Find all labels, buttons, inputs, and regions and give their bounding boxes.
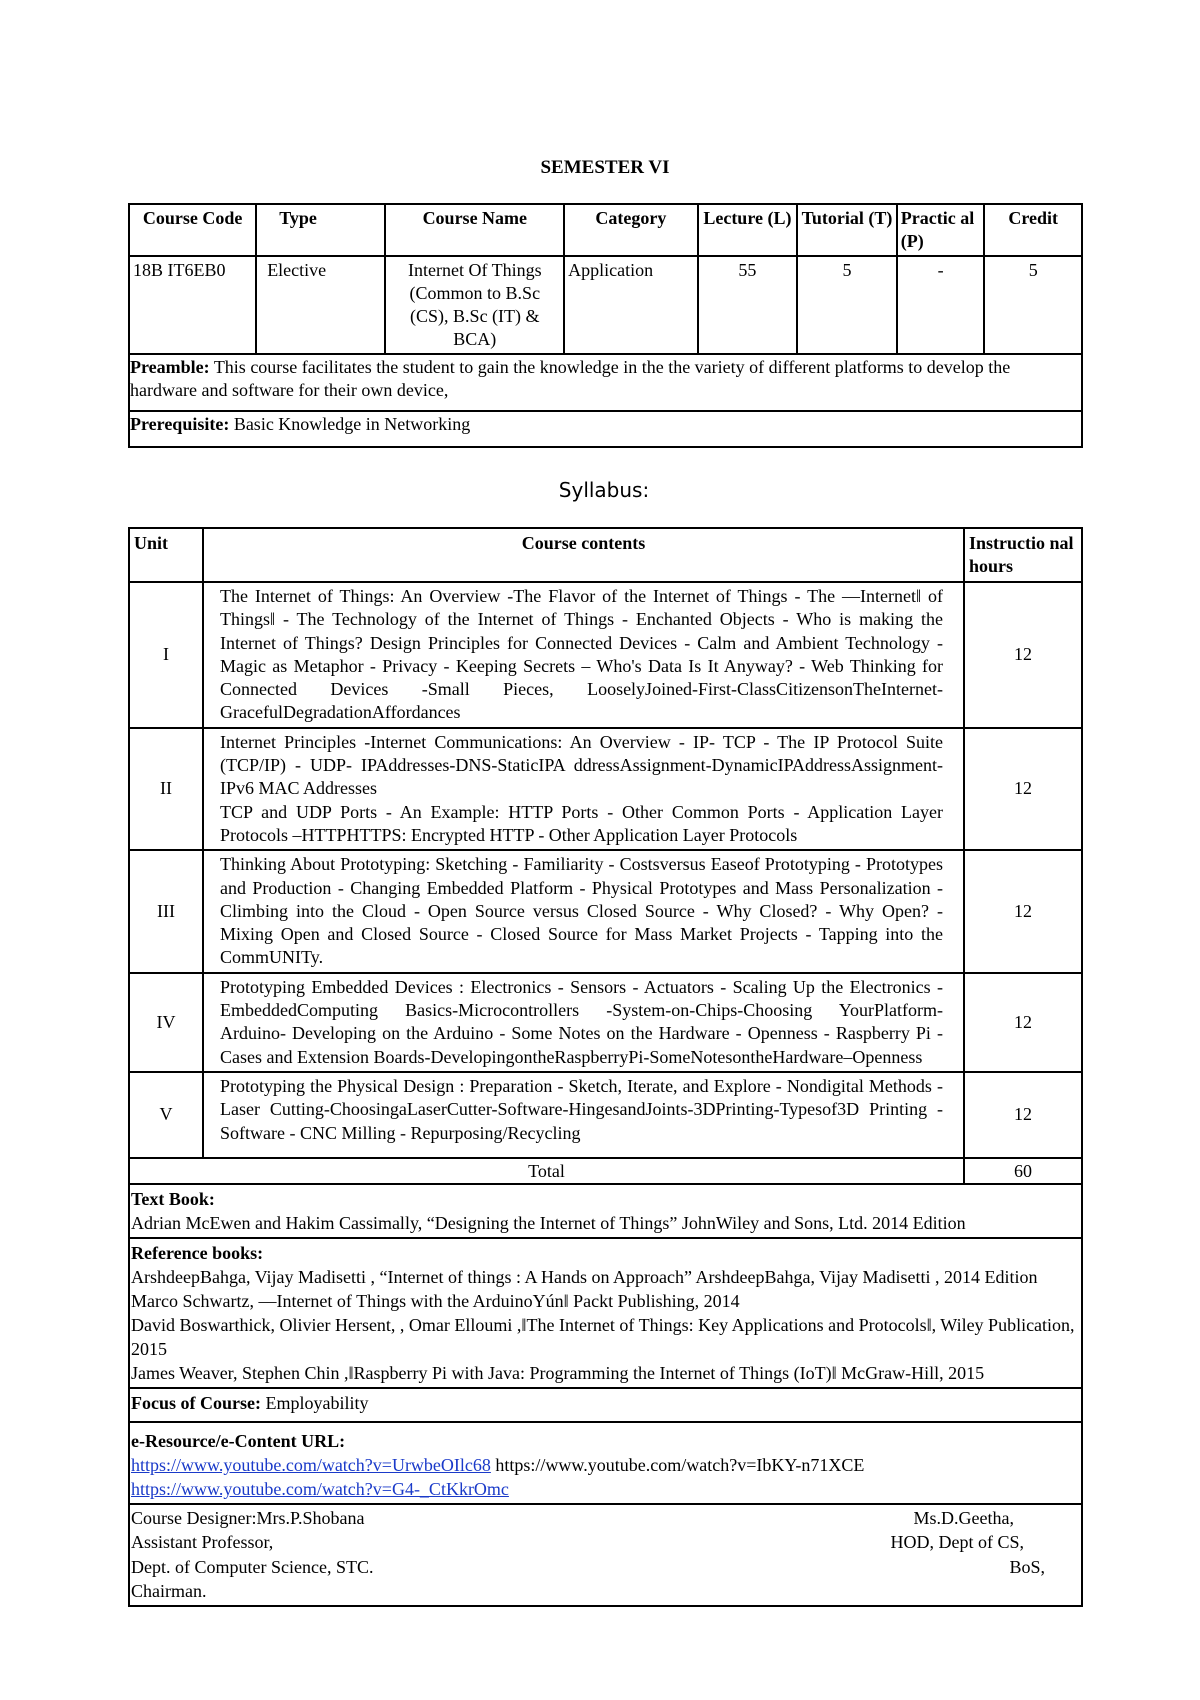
unit-content: Prototyping Embedded Devices : Electronics - Sensors - Actuators - Scaling Up the Electronics - EmbeddedComputing Basics-Microcontrollers -System-on-Chips-Choosing YourPlatform- Arduino- Developing on the Arduino - Some Notes on the Hardware - Openness - Raspberry Pi - Cases and Extension Boards-DevelopingontheRaspberryPi-SomeNotesontheHardware–Openness	[203, 973, 964, 1072]
unit-number: I	[129, 582, 203, 728]
signatures	[129, 1504, 1082, 1606]
unit-number: III	[129, 850, 203, 972]
eresource	[129, 1422, 1082, 1504]
unit-hours: 12	[964, 728, 1082, 850]
syllabus-table	[128, 527, 1083, 1607]
chairman-label: Chairman.	[131, 1581, 207, 1602]
focus-label: Focus of Course:	[131, 1392, 261, 1413]
course-lecture: 55	[698, 256, 798, 354]
syllabus-unit-row	[129, 850, 1082, 972]
course-type: Elective	[256, 256, 385, 354]
focus-row	[129, 1388, 1082, 1422]
col-category: Category	[564, 204, 697, 256]
syllabus-unit-row	[129, 582, 1082, 728]
prerequisite-text: Basic Knowledge in Networking	[229, 414, 471, 434]
prerequisite	[129, 411, 1082, 447]
course-tutorial: 5	[797, 256, 897, 354]
unit-hours: 12	[964, 973, 1082, 1072]
unit-hours: 12	[964, 1072, 1082, 1158]
unit-content: The Internet of Things: An Overview -The Flavor of the Internet of Things - The ―Internet‖ of Things‖ - The Technology of the Internet of Things - Enchanted Objects - Who is making the Internet of Things? Design Principles for Connected Devices - Calm and Ambient Technology - Magic as Metaphor - Privacy - Keeping Secrets – Who's Data Is It Anyway? - Web Thinking for Connected Devices -Small Pieces, LooselyJoined-First-ClassCitizensonTheInternet-GracefulDegradationAffordances	[203, 582, 964, 728]
hod-title: HOD, Dept of CS,	[890, 1532, 1024, 1553]
focus-value: Employability	[260, 1392, 369, 1413]
course-practical: -	[897, 256, 985, 354]
bos-label: BoS,	[1009, 1556, 1045, 1577]
url-link[interactable]: https://www.youtube.com/watch?v=IbKY-n71XCE	[495, 1454, 865, 1475]
col-lecture: Lecture (L)	[698, 204, 798, 256]
syllabus-unit-row	[129, 973, 1082, 1072]
syllabus-unit-row	[129, 728, 1082, 850]
col-course-code: Course Code	[129, 204, 256, 256]
text-book-entry: Adrian McEwen and Hakim Cassimally, “Designing the Internet of Things” JohnWiley and Sons, Ltd. 2014 Edition	[131, 1212, 966, 1233]
prerequisite-row	[129, 411, 1082, 447]
reference-entry: David Boswarthick, Olivier Hersent, , Omar Elloumi ,‖The Internet of Things: Key Applications and Protocols‖, Wiley Publication, 2015	[131, 1314, 1075, 1359]
preamble-label: Preamble:	[130, 357, 210, 377]
unit-content: Thinking About Prototyping: Sketching - Familiarity - Costsversus Easeof Prototyping - Prototypes and Production - Changing Embedded Platform - Physical Prototypes and Mass Personalization - Climbing into the Cloud - Open Source versus Closed Source - Why Closed? - Why Open? - Mixing Open and Closed Source - Closed Source for Mass Market Projects - Tapping into the CommUNITy.	[203, 850, 964, 972]
unit-content	[203, 728, 964, 850]
url-link[interactable]: https://www.youtube.com/watch?v=UrwbeOIlc68	[131, 1454, 491, 1475]
designer-dept: Dept. of Computer Science, STC.	[131, 1556, 374, 1577]
designer-name: Course Designer:Mrs.P.Shobana	[131, 1507, 365, 1528]
course-credit: 5	[984, 256, 1082, 354]
syllabus-unit-row	[129, 1072, 1082, 1158]
prerequisite-label: Prerequisite:	[130, 414, 230, 434]
col-course-contents: Course contents	[203, 528, 964, 582]
course-code: 18B IT6EB0	[129, 256, 256, 354]
text-book-label: Text Book:	[131, 1188, 215, 1209]
eresource-urls	[131, 1453, 1080, 1477]
col-course-name: Course Name	[385, 204, 564, 256]
unit-number: V	[129, 1072, 203, 1158]
unit-hours: 12	[964, 850, 1082, 972]
text-book-row	[129, 1184, 1082, 1238]
course-category: Application	[564, 256, 697, 354]
designer-title: Assistant Professor,	[131, 1532, 274, 1553]
unit-content-para: TCP and UDP Ports - An Example: HTTP Ports - Other Common Ports - Application Layer Protocols –HTTPHTTPS: Encrypted HTTP - Other Application Layer Protocols	[220, 801, 943, 845]
col-type: Type	[256, 204, 385, 256]
course-info-table	[128, 203, 1083, 448]
semester-title: SEMESTER VI	[540, 157, 670, 178]
unit-content-para: Internet Principles -Internet Communications: An Overview - IP- TCP - The IP Protocol Suite (TCP/IP) - UDP- IPAddresses-DNS-StaticIPA ddressAssignment-DynamicIPAddressAssignment-IPv6 MAC Addresses	[220, 731, 943, 799]
eresource-label: e-Resource/e-Content URL:	[131, 1430, 346, 1451]
focus-of-course	[129, 1388, 1082, 1422]
signature-row	[129, 1504, 1082, 1606]
preamble-row	[129, 354, 1082, 411]
reference-books-label: Reference books:	[131, 1242, 264, 1263]
total-label: Total	[129, 1158, 964, 1184]
unit-content: Prototyping the Physical Design : Preparation - Sketch, Iterate, and Explore - Nondigital Methods - Laser Cutting-ChoosingaLaserCutter-Software-HingesandJoints-3DPrinting-Typesof3D Printing - Software - CNC Milling - Repurposing/Recycling	[203, 1072, 964, 1158]
course-data-row	[129, 256, 1082, 354]
hod-name: Ms.D.Geetha,	[913, 1507, 1014, 1528]
url-link[interactable]: https://www.youtube.com/watch?v=G4-_CtKkrOmc	[131, 1478, 509, 1499]
col-unit: Unit	[129, 528, 203, 582]
reference-entry: James Weaver, Stephen Chin ,‖Raspberry Pi with Java: Programming the Internet of Things (IoT)‖ McGraw-Hill, 2015	[131, 1362, 985, 1383]
col-credit: Credit	[984, 204, 1082, 256]
eresource-row	[129, 1422, 1082, 1504]
syllabus-header-row	[129, 528, 1082, 582]
col-instructional-hours: Instructio nal hours	[964, 528, 1082, 582]
text-book	[129, 1184, 1082, 1238]
col-tutorial: Tutorial (T)	[797, 204, 897, 256]
preamble-text: This course facilitates the student to gain the knowledge in the the variety of different platforms to develop the hardware and software for their own device,	[130, 357, 1011, 400]
reference-entry: ArshdeepBahga, Vijay Madisetti , “Internet of things : A Hands on Approach” ArshdeepBahga, Vijay Madisetti , 2014 Edition Marco Schwartz, ―Internet of Things with the ArduinoYún‖ Packt Publishing, 2014	[131, 1266, 1038, 1311]
preamble	[129, 354, 1082, 411]
syllabus-title: Syllabus:	[558, 478, 650, 502]
col-practical: Practic al (P)	[897, 204, 985, 256]
total-value: 60	[964, 1158, 1082, 1184]
course-name: Internet Of Things (Common to B.Sc (CS), B.Sc (IT) & BCA)	[385, 256, 564, 354]
course-header-row	[129, 204, 1082, 256]
unit-number: II	[129, 728, 203, 850]
reference-books	[129, 1238, 1082, 1388]
reference-books-row	[129, 1238, 1082, 1388]
unit-number: IV	[129, 973, 203, 1072]
unit-hours: 12	[964, 582, 1082, 728]
total-row	[129, 1158, 1082, 1184]
